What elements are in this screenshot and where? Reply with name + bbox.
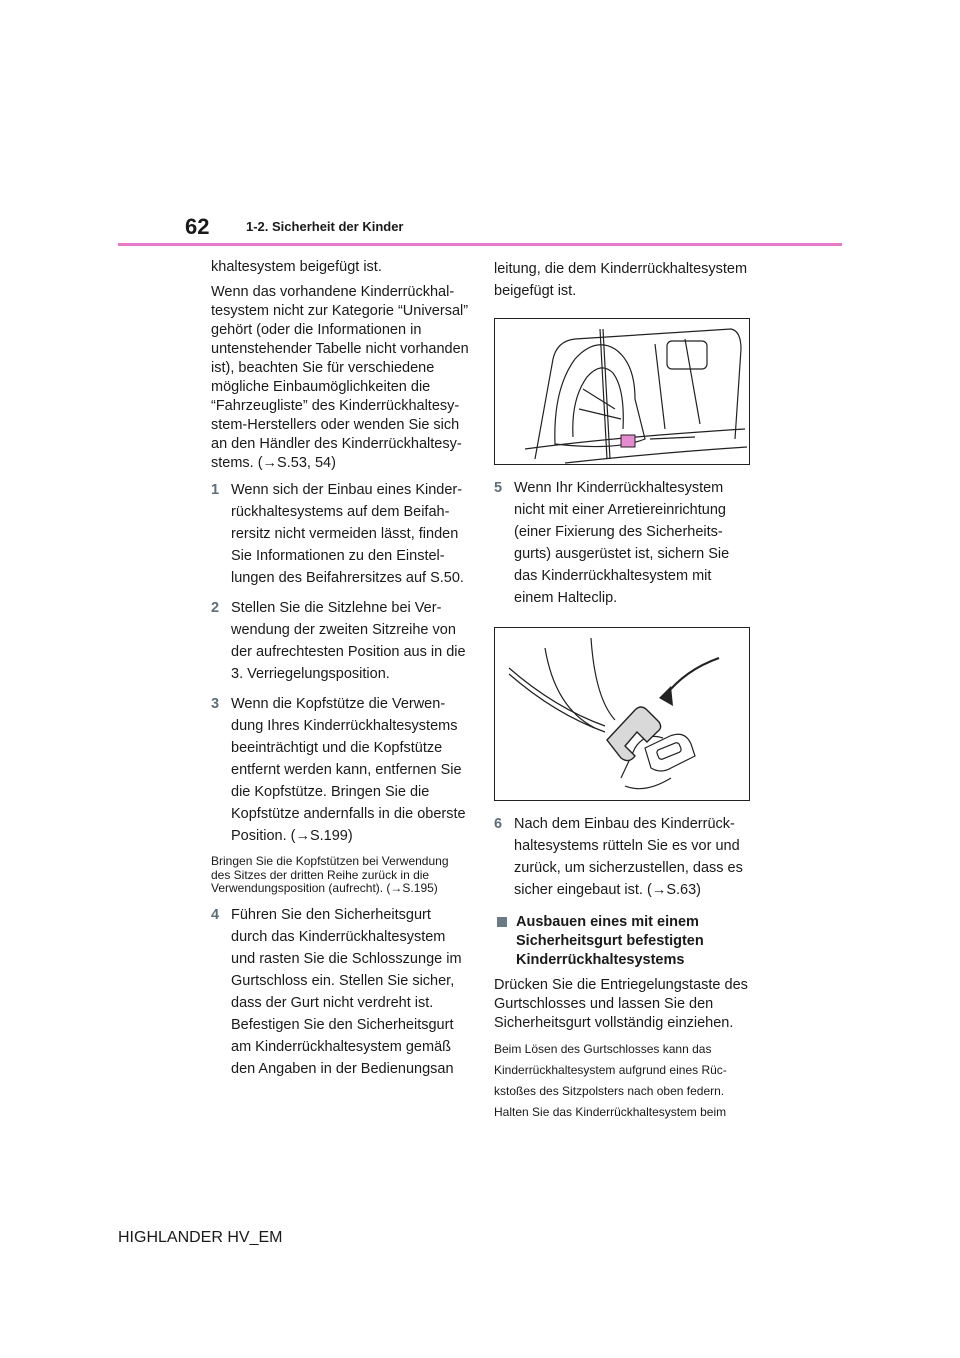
page-number: 62 (185, 214, 210, 239)
step-number: 1 (211, 482, 220, 498)
paragraph-continued: khaltesystem beigefügt ist. (211, 259, 382, 275)
step-text: Wenn Ihr Kinderrückhaltesystem nicht mit einer Arretiereinrichtung (einer Fixierung des Sicherheitsgurts) ausgerüstet ist, sichern Sie das Kinderrückhaltesystem mit einem Halteclip. (514, 480, 730, 606)
section-title: 1-2. Sicherheit der Kinder (246, 219, 404, 234)
step-1 (211, 479, 471, 589)
child-seat-drawing (495, 319, 749, 464)
subsection-heading (494, 913, 752, 970)
step-number: 4 (211, 906, 220, 923)
left-column (211, 258, 471, 1088)
step-text: Wenn sich der Einbau eines Kinderrückhaltesystems auf dem Beifahrersitz nicht vermeiden lässt, finden Sie Informationen zu den Einstellungen des Beifahrersitzes auf S.50. (231, 482, 464, 586)
locking-clip-drawing (495, 628, 749, 800)
note-third-row: Bringen Sie die Kopfstützen bei Verwendung des Sitzes der dritten Reihe zurück in die Verwendungsposition (aufrecht). (→S.195) (211, 854, 449, 895)
paragraph-universal-category: Wenn das vorhandene Kinderrückhaltesystem nicht zur Kategorie “Universal” gehört (oder die Informationen in untenstehender Tabelle nicht vorhanden ist), beachten Sie für verschiedene mögliche Einbaumöglichkeiten die “Fahrzeugliste” des Kinderrückhaltesystem-Herstellers oder wenden Sie sich an den Händler des Kinderrückhaltesystems. (→S.53, 54) (211, 284, 469, 471)
paragraph-continued-right: leitung, die dem Kinderrückhaltesystem beigefügt ist. (494, 261, 748, 299)
step-6 (494, 813, 752, 901)
step-text: Stellen Sie die Sitzlehne bei Verwendung der zweiten Sitzreihe von der aufrechtesten Position aus in die 3. Verriegelungsposition. (231, 600, 466, 682)
step-3 (211, 693, 471, 847)
right-column (494, 258, 752, 1123)
step-number: 5 (494, 480, 503, 496)
step-5 (494, 477, 752, 609)
locking-clip-illustration (494, 627, 750, 801)
step-text: Führen Sie den Sicherheitsgurt durch das Kinderrückhaltesystem und rasten Sie die Schlosszunge im Gurtschloss ein. Stellen Sie sicher, dass der Gurt nicht verdreht ist. Befestigen Sie den Sicherheitsgurt am Kinderrückhaltesystem gemäß den Angaben in der Bedienungsan (231, 906, 462, 1077)
note-seat-springs: Beim Lösen des Gurtschlosses kann das Kinderrückhaltesystem aufgrund eines Rückstoßes des Sitzpolsters nach oben federn. Halten Sie das Kinderrückhaltesystem beim (494, 1042, 727, 1119)
step-2 (211, 597, 471, 685)
step-text: Nach dem Einbau des Kinderrückhaltesystems rütteln Sie es vor und zurück, um sicherzustellen, dass es sicher eingebaut ist. (→S.63) (514, 816, 743, 898)
buckle-highlight (621, 435, 635, 447)
square-bullet-icon (497, 917, 507, 927)
subsection-heading-text: Ausbauen eines mit einem Sicherheitsgurt befestigten Kinderrückhaltesystems (516, 914, 704, 968)
paragraph-release-belt: Drücken Sie die Entriegelungstaste des Gurtschlosses und lassen Sie den Sicherheitsgurt vollständig einziehen. (494, 977, 748, 1031)
header-rule (118, 243, 842, 246)
child-seat-illustration (494, 318, 750, 465)
step-text: Wenn die Kopfstütze die Verwendung Ihres Kinderrückhaltesystems beeinträchtigt und die Kopfstütze entfernt werden kann, entfernen Sie die Kopfstütze. Bringen Sie die Kopfstütze andernfalls in die oberste Position. (→S.199) (231, 696, 466, 844)
step-number: 2 (211, 600, 220, 616)
step-number: 3 (211, 696, 220, 712)
footer-model: HIGHLANDER HV_EM (118, 1229, 283, 1246)
step-4 (211, 904, 471, 1080)
step-number: 6 (494, 816, 503, 832)
clip-highlight (607, 707, 661, 761)
